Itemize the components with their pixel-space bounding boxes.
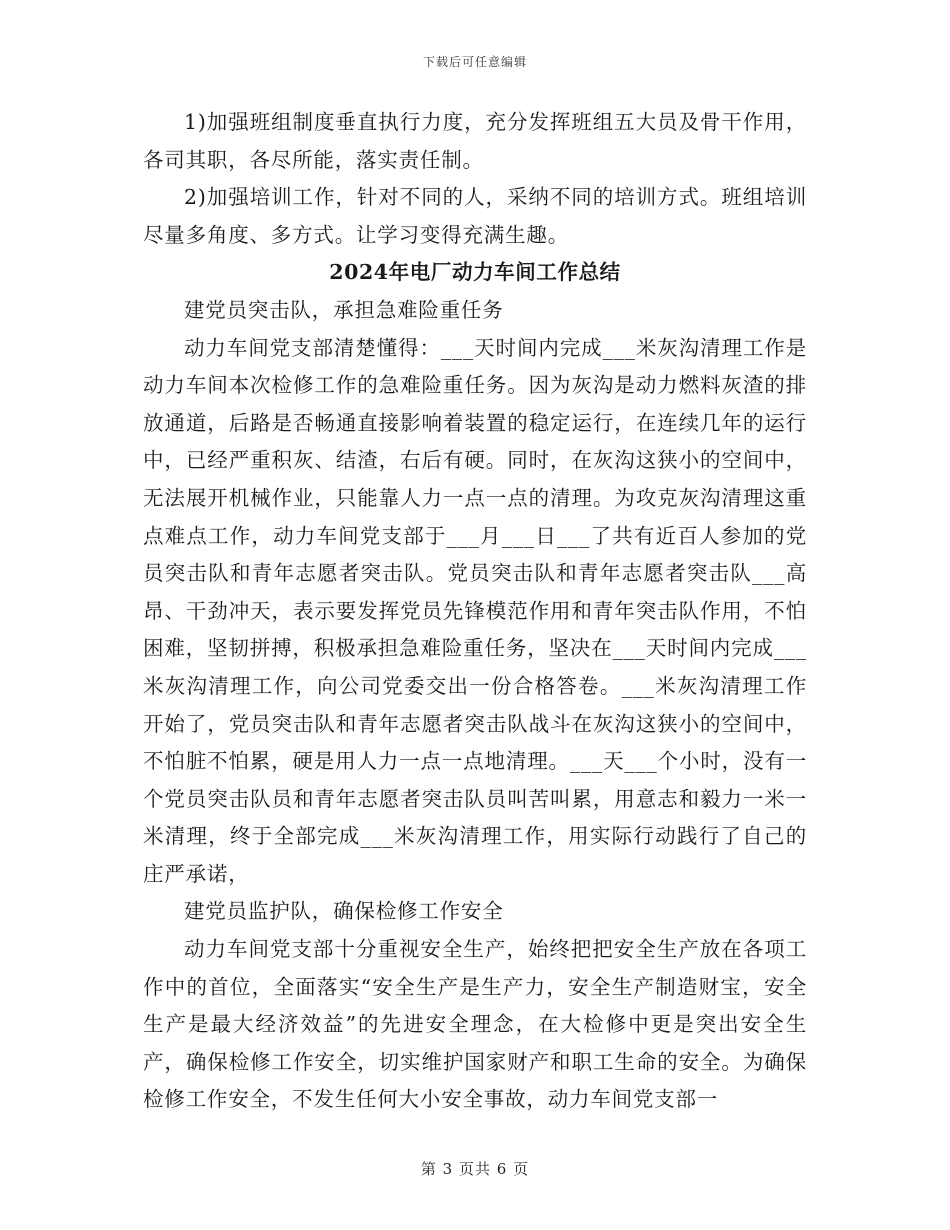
paragraph-item-1: 1)加强班组制度垂直执行力度，充分发挥班组五大员及骨干作用，各司其职，各尽所能，落实责任制。 (143, 110, 807, 172)
document-body (143, 104, 807, 1119)
page-header-note: 下载后可任意编辑 (422, 55, 527, 69)
section-heading-assault-team: 建党员突击队，承担急难险重任务 (184, 297, 504, 322)
section-body-safety-team: 动力车间党支部十分重视安全生产，始终把把安全生产放在各项工作中的首位，全面落实“安全生产是生产力，安全生产制造财宝，安全生产是最大经济效益”的先进安全理念，在大检修中更是突出安全生产，确保检修工作安全，切实维护国家财产和职工生命的安全。为确保检修工作安全，不发生任何大小安全事故，动力车间党支部一 (143, 937, 807, 1112)
paragraph-item-2: 2)加强培训工作，针对不同的人，采纳不同的培训方式。班组培训尽量多角度、多方式。让学习变得充满生趣。 (143, 185, 807, 247)
page-footer: 第 3 页共 6 页 (420, 1160, 530, 1178)
section-heading-safety-team: 建党员监护队，确保检修工作安全 (184, 899, 504, 924)
section-body-assault-team: 动力车间党支部清楚懂得：___天时间内完成___米灰沟清理工作是动力车间本次检修工作的急难险重任务。因为灰沟是动力燃料灰渣的排放通道，后路是否畅通直接影响着装置的稳定运行，在连续几年的运行中，已经严重积灰、结渣，右后有硬。同时，在灰沟这狭小的空间中，无法展开机械作业，只能靠人力一点一点的清理。为攻克灰沟清理这重点难点工作，动力车间党支部于___月___日___了共有近百人参加的党员突击队和青年志愿者突击队。党员突击队和青年志愿者突击队___高昂、干劲冲天，表示要发挥党员先锋模范作用和青年突击队作用，不怕困难，坚韧拼搏，积极承担急难险重任务，坚决在___天时间内完成___米灰沟清理工作，向公司党委交出一份合格答卷。___米灰沟清理工作开始了，党员突击队和青年志愿者突击队战斗在灰沟这狭小的空间中，不怕脏不怕累，硬是用人力一点一点地清理。___天___个小时，没有一个党员突击队员和青年志愿者突击队员叫苦叫累，用意志和毅力一米一米清理，终于全部完成___米灰沟清理工作，用实际行动践行了自己的庄严承诺， (143, 335, 807, 886)
document-title: 2024年电厂动力车间工作总结 (329, 260, 621, 285)
